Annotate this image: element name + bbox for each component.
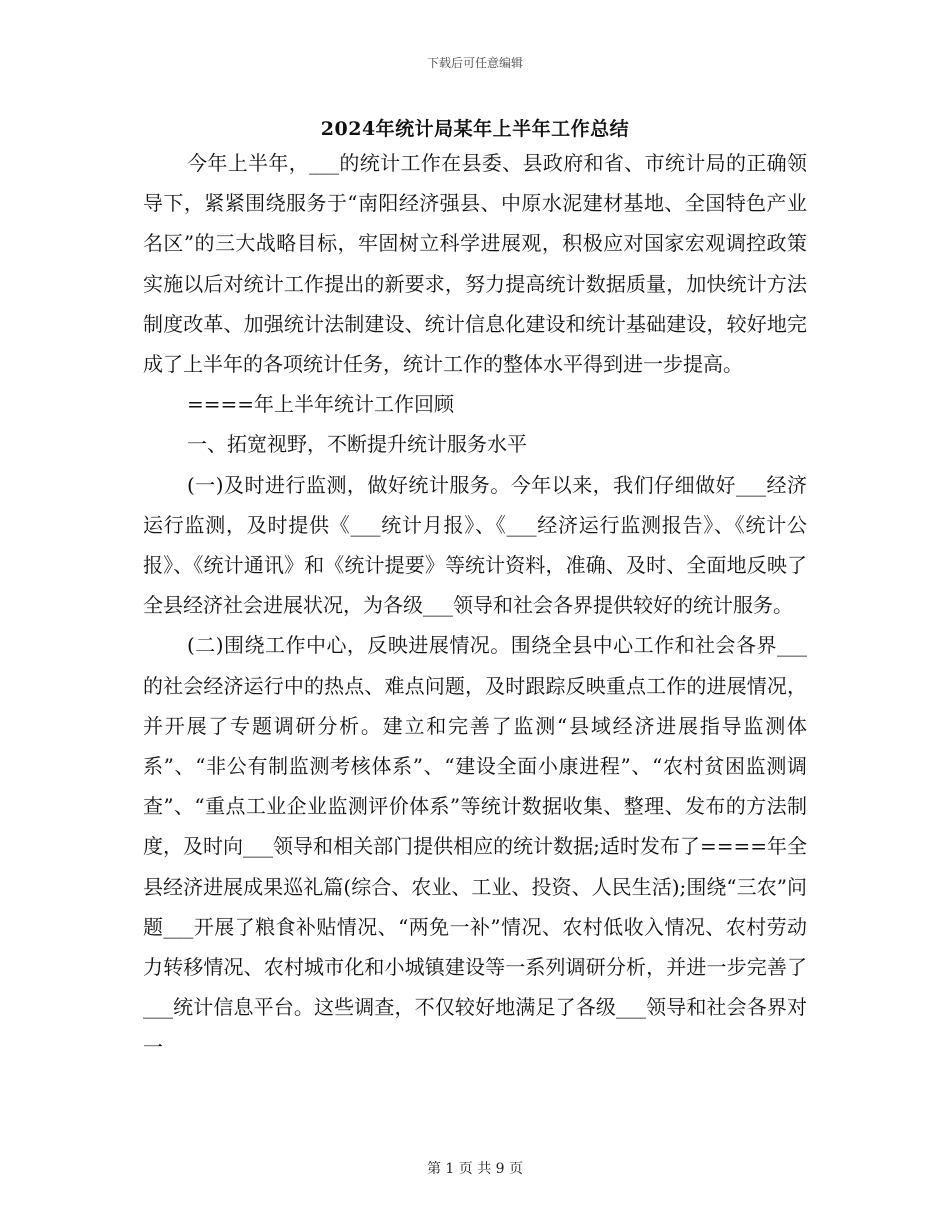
paragraph-item-one: (一)及时进行监测，做好统计服务。今年以来，我们仔细做好___经济运行监测，及时提供《___统计月报》、《___经济运行监测报告》、《统计公报》、《统计通讯》和《统计提要》等统计资料，准确、及时、全面地反映了全县经济社会进展状况，为各级___领导和社会各界提供较好的统计服务。 bbox=[143, 472, 807, 618]
paragraph-item-two: (二)围绕工作中心，反映进展情况。围绕全县中心工作和社会各界___的社会经济运行中的热点、难点问题，及时跟踪反映重点工作的进展情况，并开展了专题调研分析。建立和完善了监测“县域经济进展指导监测体系”、“非公有制监测考核体系”、“建设全面小康进程”、“农村贫困监测调查”、“重点工业企业监测评价体系”等统计数据收集、整理、发布的方法制度，及时向___领导和相关部门提供相应的统计数据;适时发布了====年全县经济进展成果巡礼篇(综合、农业、工业、投资、人民生活);围绕“三农”问题___开展了粮食补贴情况、“两免一补”情况、农村低收入情况、农村劳动力转移情况、农村城市化和小城镇建设等一系列调研分析，并进一步完善了___统计信息平台。这些调查，不仅较好地满足了各级___领导和社会各界对一 bbox=[143, 633, 807, 1060]
section-heading-one: 一、拓宽视野，不断提升统计服务水平 bbox=[187, 432, 527, 457]
document-body bbox=[143, 143, 807, 1068]
paragraph-intro: 今年上半年，___的统计工作在县委、县政府和省、市统计局的正确领导下，紧紧围绕服务于“南阳经济强县、中原水泥建材基地、全国特色产业名区”的三大战略目标，牢固树立科学进展观，积极应对国家宏观调控政策实施以后对统计工作提出的新要求，努力提高统计数据质量，加快统计方法制度改革、加强统计法制建设、统计信息化建设和统计基础建设，较好地完成了上半年的各项统计任务，统计工作的整体水平得到进一步提高。 bbox=[143, 151, 807, 377]
section-heading-review: ====年上半年统计工作回顾 bbox=[187, 392, 455, 417]
document-title: 2024年统计局某年上半年工作总结 bbox=[320, 118, 630, 140]
page-number: 第 1 页 共 9 页 bbox=[426, 1161, 524, 1177]
page-header-note: 下载后可任意编辑 bbox=[426, 56, 523, 70]
